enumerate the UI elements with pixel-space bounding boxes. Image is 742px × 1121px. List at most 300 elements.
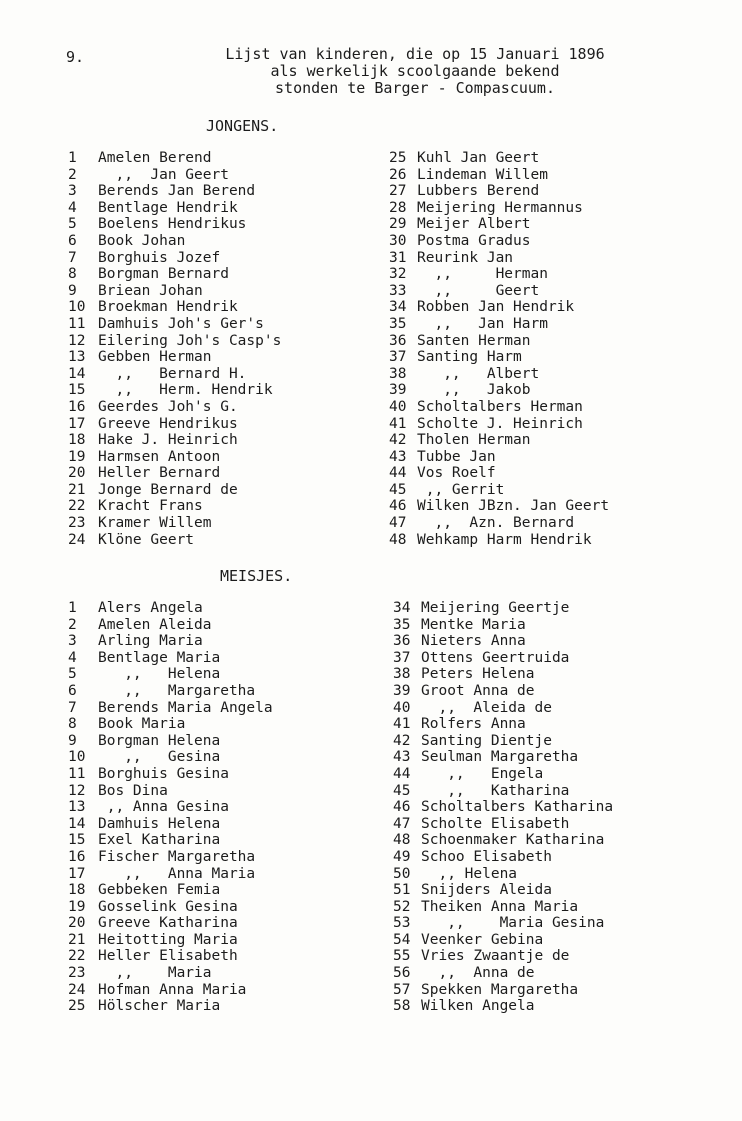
list-item <box>393 666 613 683</box>
entry-name: Theiken Anna Maria <box>421 898 579 915</box>
list-item <box>389 250 609 267</box>
list-item <box>68 948 273 965</box>
entry-name: Fischer Margaretha <box>98 848 256 865</box>
entry-number: 35 <box>389 315 407 332</box>
entry-name: Book Maria <box>98 716 186 733</box>
list-item <box>68 700 273 717</box>
list-item <box>393 749 613 766</box>
entry-number: 9 <box>68 282 77 299</box>
entry-name: ,, Anna Maria <box>98 865 256 882</box>
entry-number: 45 <box>393 782 411 799</box>
entry-number: 8 <box>68 266 77 283</box>
entry-number: 28 <box>389 199 407 216</box>
list-item <box>393 683 613 700</box>
list-item <box>393 650 613 667</box>
entry-number: 7 <box>68 699 77 716</box>
list-item <box>68 150 281 167</box>
entry-number: 52 <box>393 898 411 915</box>
entry-number: 6 <box>68 682 77 699</box>
entry-name: Arling Maria <box>98 633 203 650</box>
entry-name: Santing Harm <box>417 349 522 366</box>
entry-number: 42 <box>393 732 411 749</box>
entry-number: 51 <box>393 882 411 899</box>
list-item <box>389 283 609 300</box>
list-item <box>393 982 613 999</box>
entry-name: ,, Gesina <box>98 749 221 766</box>
entry-name: ,, Herman <box>417 266 548 283</box>
entry-name: Kracht Frans <box>98 498 203 515</box>
entry-number: 45 <box>389 481 407 498</box>
entry-number: 18 <box>68 882 86 899</box>
header-line-2: als werkelijk scoolgaande bekend <box>270 62 560 80</box>
entry-number: 20 <box>68 465 86 482</box>
list-item <box>389 316 609 333</box>
entry-name: ,, Jan Harm <box>417 315 548 332</box>
list-item <box>389 299 609 316</box>
entry-number: 14 <box>68 815 86 832</box>
entry-number: 48 <box>389 531 407 548</box>
entry-name: Schoenmaker Katharina <box>421 832 605 849</box>
list-item <box>68 965 273 982</box>
entry-name: Hofman Anna Maria <box>98 981 247 998</box>
entry-number: 24 <box>68 981 86 998</box>
list-item <box>68 283 281 300</box>
entry-number: 19 <box>68 448 86 465</box>
entry-name: Berends Jan Berend <box>98 183 256 200</box>
entry-name: Geerdes Joh's G. <box>98 398 238 415</box>
entry-name: Kuhl Jan Geert <box>417 150 540 166</box>
entry-number: 13 <box>68 349 86 366</box>
entry-name: Scholtalbers Herman <box>417 398 583 415</box>
entry-name: ,, Engela <box>421 765 544 782</box>
header-line-1: Lijst van kinderen, die op 15 Januari 1896 <box>225 45 605 63</box>
list-item <box>68 683 273 700</box>
entry-name: Robben Jan Hendrik <box>417 299 575 316</box>
entry-name: Broekman Hendrik <box>98 299 238 316</box>
entry-number: 38 <box>393 666 411 683</box>
entry-name: ,, Maria <box>98 965 212 982</box>
entry-number: 21 <box>68 481 86 498</box>
entry-name: Groot Anna de <box>421 682 535 699</box>
entry-name: Wilken Angela <box>421 998 535 1015</box>
entry-number: 16 <box>68 398 86 415</box>
entry-number: 19 <box>68 898 86 915</box>
entry-number: 26 <box>389 166 407 183</box>
entry-number: 48 <box>393 832 411 849</box>
entry-number: 30 <box>389 232 407 249</box>
list-item <box>68 666 273 683</box>
entry-name: ,, Anna de <box>421 965 535 982</box>
entry-number: 18 <box>68 432 86 449</box>
entry-name: Bentlage Maria <box>98 649 221 666</box>
entry-number: 57 <box>393 981 411 998</box>
list-item <box>68 600 273 617</box>
entry-name: Borgman Bernard <box>98 266 229 283</box>
entry-name: ,, Azn. Bernard <box>417 515 575 532</box>
list-item <box>68 465 281 482</box>
entry-name: Lindeman Willem <box>417 166 548 183</box>
list-item <box>389 349 609 366</box>
entry-number: 46 <box>393 799 411 816</box>
list-item <box>68 899 273 916</box>
entry-number: 46 <box>389 498 407 515</box>
list-item <box>393 965 613 982</box>
entry-name: ,, Katharina <box>421 782 570 799</box>
list-item <box>68 866 273 883</box>
entry-number: 14 <box>68 365 86 382</box>
entry-name: Borgman Helena <box>98 732 221 749</box>
entry-number: 32 <box>389 266 407 283</box>
entry-name: Tubbe Jan <box>417 448 496 465</box>
entry-name: Heller Elisabeth <box>98 948 238 965</box>
entry-number: 43 <box>389 448 407 465</box>
list-item <box>68 783 273 800</box>
entry-number: 27 <box>389 183 407 200</box>
entry-number: 1 <box>68 600 77 616</box>
list-item <box>389 233 609 250</box>
list-item <box>68 617 273 634</box>
page-number: 9. <box>66 48 85 66</box>
boys-list-left <box>68 150 281 548</box>
entry-number: 41 <box>393 716 411 733</box>
entry-name: Klöne Geert <box>98 531 195 548</box>
list-item <box>389 333 609 350</box>
list-item <box>389 465 609 482</box>
entry-number: 39 <box>389 382 407 399</box>
entry-name: Heller Bernard <box>98 465 221 482</box>
list-item <box>68 233 281 250</box>
list-item <box>68 766 273 783</box>
entry-name: Exel Katharina <box>98 832 221 849</box>
entry-number: 13 <box>68 799 86 816</box>
entry-number: 22 <box>68 498 86 515</box>
list-item <box>393 899 613 916</box>
entry-name: Nieters Anna <box>421 633 526 650</box>
entry-name: Mentke Maria <box>421 616 526 633</box>
entry-name: Scholte Elisabeth <box>421 815 570 832</box>
entry-number: 54 <box>393 931 411 948</box>
girls-list-left <box>68 600 273 1015</box>
entry-name: Gebben Herman <box>98 349 212 366</box>
entry-name: Alers Angela <box>98 600 203 616</box>
list-item <box>393 932 613 949</box>
entry-name: Rolfers Anna <box>421 716 526 733</box>
list-item <box>393 816 613 833</box>
entry-name: Seulman Margaretha <box>421 749 579 766</box>
entry-name: Veenker Gebina <box>421 931 544 948</box>
list-item <box>389 432 609 449</box>
list-item <box>68 449 281 466</box>
entry-number: 15 <box>68 832 86 849</box>
list-item <box>389 216 609 233</box>
entry-number: 42 <box>389 432 407 449</box>
entry-number: 4 <box>68 199 77 216</box>
list-item <box>389 167 609 184</box>
girls-list-right <box>393 600 613 1015</box>
list-item <box>393 832 613 849</box>
list-item <box>393 600 613 617</box>
entry-number: 5 <box>68 216 77 233</box>
entry-number: 29 <box>389 216 407 233</box>
list-item <box>393 766 613 783</box>
entry-name: Postma Gradus <box>417 232 531 249</box>
list-item <box>389 482 609 499</box>
entry-name: Wilken JBzn. Jan Geert <box>417 498 610 515</box>
entry-number: 36 <box>393 633 411 650</box>
list-item <box>68 849 273 866</box>
entry-name: ,, Anna Gesina <box>98 799 229 816</box>
list-item <box>68 349 281 366</box>
entry-number: 4 <box>68 649 77 666</box>
list-item <box>68 799 273 816</box>
entry-number: 44 <box>389 465 407 482</box>
entry-number: 11 <box>68 315 86 332</box>
entry-number: 6 <box>68 232 77 249</box>
list-item <box>68 333 281 350</box>
list-item <box>393 633 613 650</box>
entry-number: 10 <box>68 749 86 766</box>
entry-name: Briean Johan <box>98 282 203 299</box>
entry-number: 7 <box>68 249 77 266</box>
entry-name: Scholte J. Heinrich <box>417 415 583 432</box>
entry-name: Reurink Jan <box>417 249 514 266</box>
list-item <box>68 832 273 849</box>
entry-number: 34 <box>393 600 411 616</box>
list-item <box>393 716 613 733</box>
entry-number: 20 <box>68 915 86 932</box>
list-item <box>68 982 273 999</box>
entry-number: 37 <box>393 649 411 666</box>
entry-number: 12 <box>68 332 86 349</box>
entry-number: 36 <box>389 332 407 349</box>
list-item <box>68 498 281 515</box>
list-item <box>393 700 613 717</box>
entry-number: 5 <box>68 666 77 683</box>
entry-name: ,, Helena <box>421 865 518 882</box>
list-item <box>389 183 609 200</box>
entry-number: 11 <box>68 765 86 782</box>
list-item <box>389 449 609 466</box>
entry-number: 35 <box>393 616 411 633</box>
entry-number: 12 <box>68 782 86 799</box>
entry-name: Harmsen Antoon <box>98 448 221 465</box>
entry-name: Vos Roelf <box>417 465 496 482</box>
list-item <box>68 633 273 650</box>
entry-name: Peters Helena <box>421 666 535 683</box>
entry-name: ,, Maria Gesina <box>421 915 605 932</box>
entry-number: 15 <box>68 382 86 399</box>
list-item <box>393 948 613 965</box>
entry-name: Spekken Margaretha <box>421 981 579 998</box>
list-item <box>393 733 613 750</box>
list-item <box>68 515 281 532</box>
entry-number: 34 <box>389 299 407 316</box>
entry-name: Kramer Willem <box>98 515 212 532</box>
list-item <box>68 416 281 433</box>
list-item <box>68 733 273 750</box>
entry-number: 55 <box>393 948 411 965</box>
entry-number: 2 <box>68 616 77 633</box>
entry-number: 39 <box>393 682 411 699</box>
entry-number: 17 <box>68 415 86 432</box>
entry-number: 24 <box>68 531 86 548</box>
list-item <box>68 650 273 667</box>
entry-name: Hölscher Maria <box>98 998 221 1015</box>
boys-title: JONGENS. <box>206 117 279 135</box>
entry-name: ,, Albert <box>417 365 540 382</box>
list-item <box>68 266 281 283</box>
entry-number: 10 <box>68 299 86 316</box>
entry-name: ,, Jan Geert <box>98 166 229 183</box>
entry-name: Heitotting Maria <box>98 931 238 948</box>
entry-number: 41 <box>389 415 407 432</box>
list-item <box>68 216 281 233</box>
list-item <box>68 399 281 416</box>
list-item <box>68 749 273 766</box>
entry-name: Wehkamp Harm Hendrik <box>417 531 592 548</box>
entry-name: Meijer Albert <box>417 216 531 233</box>
entry-number: 58 <box>393 998 411 1015</box>
entry-number: 53 <box>393 915 411 932</box>
entry-name: Vries Zwaantje de <box>421 948 570 965</box>
list-item <box>393 915 613 932</box>
list-item <box>389 200 609 217</box>
list-item <box>393 866 613 883</box>
list-item <box>68 167 281 184</box>
entry-name: Greeve Katharina <box>98 915 238 932</box>
entry-name: Eilering Joh's Casp's <box>98 332 282 349</box>
entry-name: Borghuis Gesina <box>98 765 229 782</box>
entry-number: 40 <box>389 398 407 415</box>
list-item <box>68 532 281 549</box>
entry-number: 22 <box>68 948 86 965</box>
entry-number: 9 <box>68 732 77 749</box>
entry-number: 3 <box>68 183 77 200</box>
entry-name: Damhuis Helena <box>98 815 221 832</box>
list-item <box>68 998 273 1015</box>
list-item <box>68 299 281 316</box>
list-item <box>389 416 609 433</box>
entry-number: 25 <box>389 150 407 166</box>
entry-number: 49 <box>393 848 411 865</box>
entry-name: Meijering Hermannus <box>417 199 583 216</box>
list-item <box>389 532 609 549</box>
document-header <box>200 46 630 97</box>
list-item <box>68 716 273 733</box>
list-item <box>389 399 609 416</box>
list-item <box>389 498 609 515</box>
entry-name: ,, Margaretha <box>98 682 256 699</box>
entry-name: ,, Gerrit <box>417 481 505 498</box>
entry-name: Amelen Aleida <box>98 616 212 633</box>
list-item <box>68 250 281 267</box>
list-item <box>68 183 281 200</box>
entry-name: Bos Dina <box>98 782 168 799</box>
entry-name: ,, Herm. Hendrik <box>98 382 273 399</box>
list-item <box>389 515 609 532</box>
entry-name: Snijders Aleida <box>421 882 552 899</box>
entry-number: 16 <box>68 848 86 865</box>
entry-name: Meijering Geertje <box>421 600 570 616</box>
entry-name: Lubbers Berend <box>417 183 540 200</box>
entry-name: Gosselink Gesina <box>98 898 238 915</box>
entry-number: 43 <box>393 749 411 766</box>
entry-name: Boelens Hendrikus <box>98 216 247 233</box>
girls-title: MEISJES. <box>220 567 293 585</box>
entry-number: 38 <box>389 365 407 382</box>
entry-name: ,, Jakob <box>417 382 531 399</box>
list-item <box>68 482 281 499</box>
list-item <box>389 382 609 399</box>
list-item <box>393 998 613 1015</box>
entry-number: 21 <box>68 931 86 948</box>
list-item <box>393 849 613 866</box>
entry-number: 33 <box>389 282 407 299</box>
entry-name: ,, Bernard H. <box>98 365 247 382</box>
entry-name: Bentlage Hendrik <box>98 199 238 216</box>
entry-number: 47 <box>393 815 411 832</box>
list-item <box>68 915 273 932</box>
entry-number: 1 <box>68 150 77 166</box>
entry-name: Santing Dientje <box>421 732 552 749</box>
entry-name: ,, Aleida de <box>421 699 552 716</box>
entry-name: ,, Geert <box>417 282 540 299</box>
entry-number: 3 <box>68 633 77 650</box>
entry-number: 37 <box>389 349 407 366</box>
entry-number: 50 <box>393 865 411 882</box>
list-item <box>68 200 281 217</box>
header-line-3: stonden te Barger - Compascuum. <box>275 79 555 97</box>
entry-name: Berends Maria Angela <box>98 699 273 716</box>
entry-name: Damhuis Joh's Ger's <box>98 315 264 332</box>
list-item <box>68 932 273 949</box>
entry-number: 25 <box>68 998 86 1015</box>
entry-number: 23 <box>68 515 86 532</box>
boys-list-right <box>389 150 609 548</box>
list-item <box>393 783 613 800</box>
entry-number: 17 <box>68 865 86 882</box>
entry-number: 56 <box>393 965 411 982</box>
list-item <box>393 617 613 634</box>
list-item <box>393 882 613 899</box>
list-item <box>389 150 609 167</box>
entry-number: 2 <box>68 166 77 183</box>
entry-name: Schoo Elisabeth <box>421 848 552 865</box>
entry-name: Jonge Bernard de <box>98 481 238 498</box>
entry-name: Borghuis Jozef <box>98 249 221 266</box>
list-item <box>68 816 273 833</box>
list-item <box>68 366 281 383</box>
entry-name: Gebbeken Femia <box>98 882 221 899</box>
entry-number: 40 <box>393 699 411 716</box>
entry-number: 44 <box>393 765 411 782</box>
entry-number: 31 <box>389 249 407 266</box>
entry-number: 47 <box>389 515 407 532</box>
list-item <box>68 432 281 449</box>
entry-name: Amelen Berend <box>98 150 212 166</box>
entry-name: Scholtalbers Katharina <box>421 799 614 816</box>
entry-name: Greeve Hendrikus <box>98 415 238 432</box>
list-item <box>389 366 609 383</box>
entry-number: 8 <box>68 716 77 733</box>
entry-name: Book Johan <box>98 232 186 249</box>
entry-name: Santen Herman <box>417 332 531 349</box>
list-item <box>389 266 609 283</box>
list-item <box>68 882 273 899</box>
entry-number: 23 <box>68 965 86 982</box>
list-item <box>68 382 281 399</box>
entry-name: Tholen Herman <box>417 432 531 449</box>
